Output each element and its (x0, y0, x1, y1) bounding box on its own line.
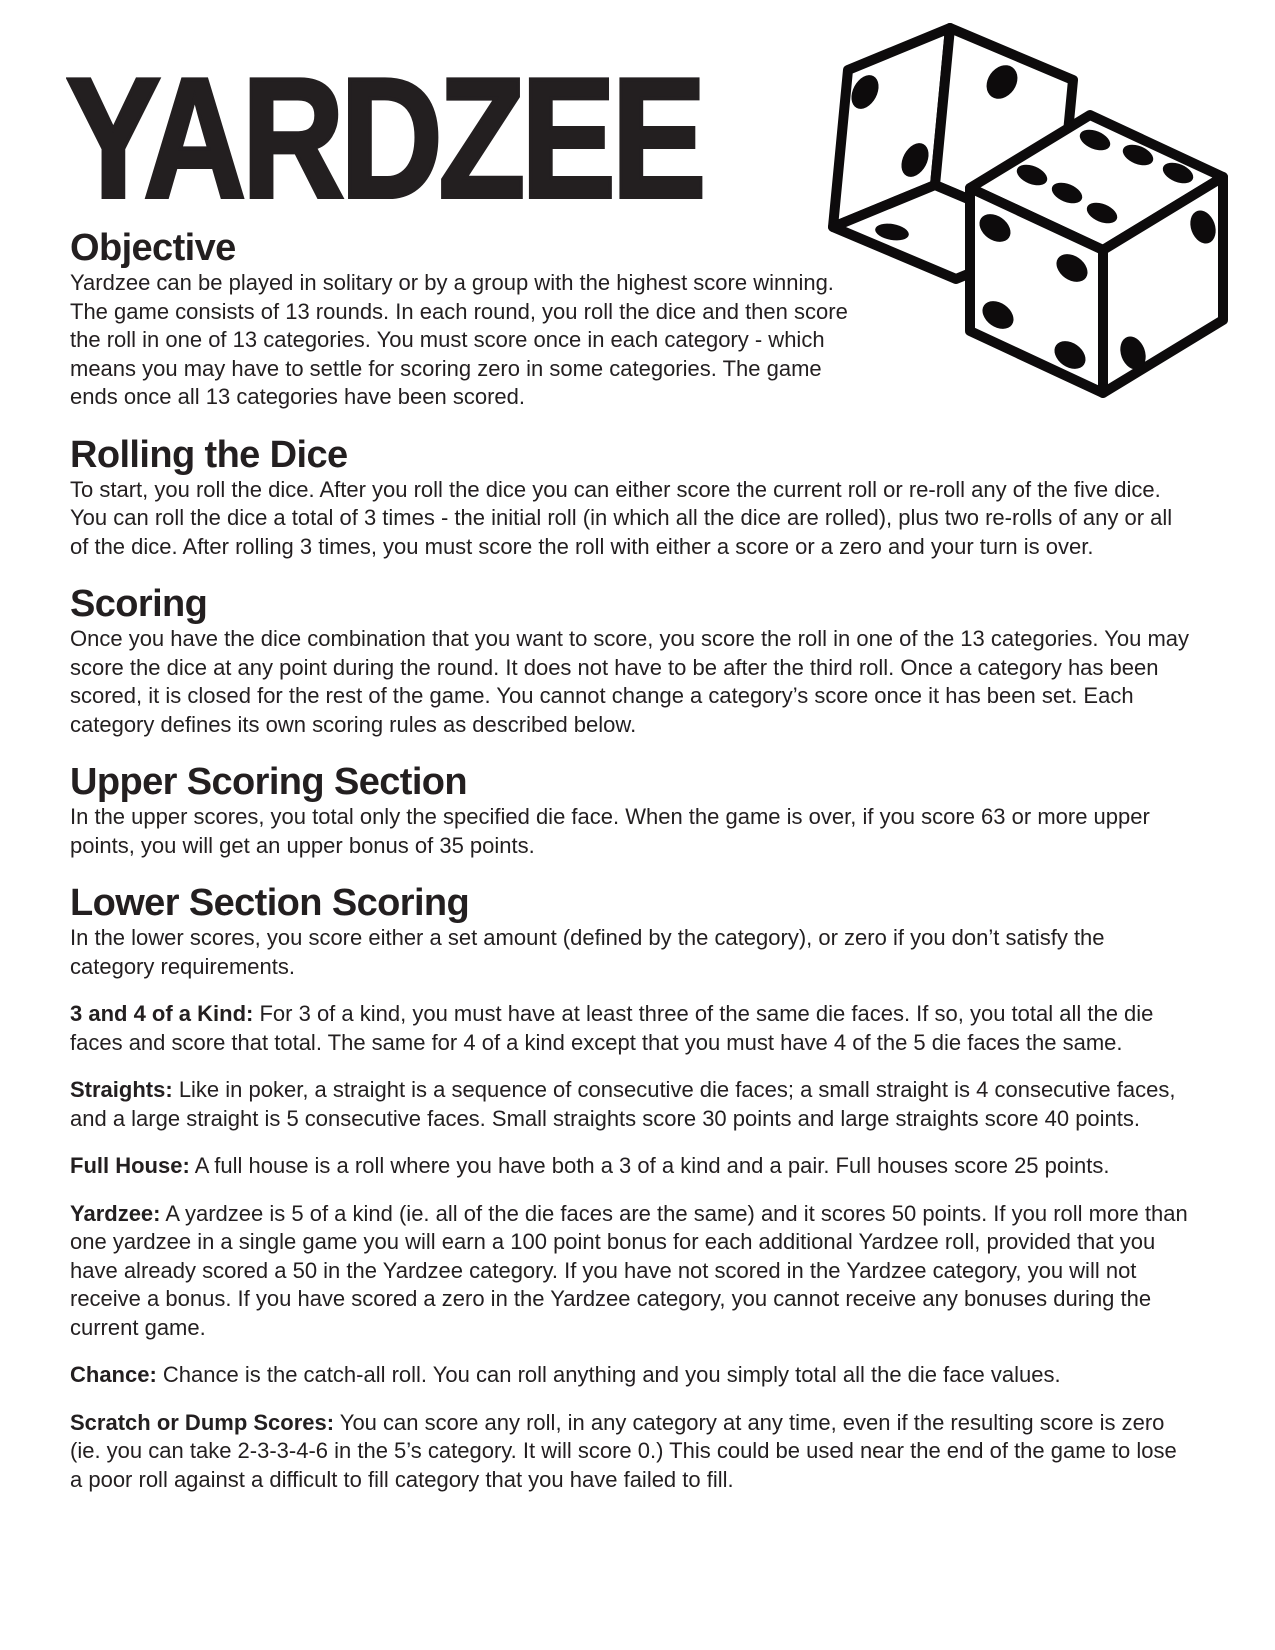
rule-term: Yardzee: (70, 1200, 161, 1226)
objective-text: Yardzee can be played in solitary or by a group with the highest score winning. The game consists of 13 rounds. In each round, you roll the dice and then score the roll in one of 13 categories. You must score once in each category - which means you may have to settle for scoring zero in some categories. The game ends once all 13 categories have been scored. (70, 270, 848, 409)
section-scoring (70, 583, 1195, 739)
rule-term: Straights: (70, 1077, 173, 1102)
document-title: YARDZEE (66, 43, 703, 234)
rule-text: For 3 of a kind, you must have at least three of the same die faces. If so, you total all the die faces and score that total. The same for 4 of a kind except that you must have 4 of the 5 die faces the same. (70, 1001, 1154, 1055)
rule-text: A yardzee is 5 of a kind (ie. all of the die faces are the same) and it scores 50 points. If you roll more than one yardzee in a single game you will earn a 100 point bonus for each additional Yardzee roll, provided that you have already scored a 50 in the Yardzee category. If you have not scored in the Yardzee category, you will not receive a bonus. If you have scored a zero in the Yardzee category, you cannot receive any bonuses during the current game. (70, 1200, 1188, 1340)
rule-term: 3 and 4 of a Kind: (70, 1001, 254, 1026)
rule-full-house (70, 1152, 1195, 1181)
rule-term: Scratch or Dump Scores: (70, 1409, 335, 1435)
section-objective (70, 227, 1195, 412)
section-heading-upper-scoring: Upper Scoring Section (70, 761, 468, 803)
rule-term: Chance: (70, 1362, 157, 1387)
section-heading-rolling-the-dice: Rolling the Dice (70, 433, 348, 476)
rules-document (70, 227, 1195, 1513)
rolling-the-dice-text: To start, you roll the dice. After you roll the dice you can either score the current roll or re-roll any of the five dice. You can roll the dice a total of 3 times - the initial roll (in which all the dice are rolled), plus two re-rolls of any or all of the dice. After rolling 3 times, you must score the roll with either a score or a zero and your turn is over. (70, 476, 1173, 559)
rule-chance (70, 1361, 1195, 1390)
upper-scoring-text: In the upper scores, you total only the specified die face. When the game is over, if you score 63 or more upper points, you will get an upper bonus of 35 points. (70, 804, 1150, 858)
rule-text: Like in poker, a straight is a sequence of consecutive die faces; a small straight is 4 consecutive faces, and a large straight is 5 consecutive faces. Small straights score 30 points and large straights score 40 points. (70, 1077, 1176, 1131)
rule-yardzee (70, 1200, 1195, 1343)
rule-straights (70, 1076, 1195, 1133)
rule-text: A full house is a roll where you have both a 3 of a kind and a pair. Full houses score 25 points. (194, 1153, 1110, 1178)
scoring-text: Once you have the dice combination that you want to score, you score the roll in one of the 13 categories. You may score the dice at any point during the round. It does not have to be after the third roll. Once a category has been scored, it is closed for the rest of the game. You cannot change a category’s score once it has been set. Each category defines its own scoring rules as described below. (70, 626, 1190, 737)
section-upper-scoring (70, 761, 1195, 860)
rule-text: You can score any roll, in any category at any time, even if the resulting score is zero (ie. you can take 2-3-3-4-6 in the 5’s category. It will score 0.) This could be used near the end of the game to lose a poor roll against a difficult to fill category that you have failed to fill. (70, 1409, 1177, 1492)
rule-term: Full House: (70, 1153, 190, 1178)
section-lower-scoring (70, 882, 1195, 1494)
rule-scratch-dump (70, 1409, 1195, 1495)
section-heading-scoring: Scoring (70, 583, 208, 625)
section-heading-objective: Objective (70, 227, 236, 269)
section-heading-lower-scoring: Lower Section Scoring (70, 882, 470, 924)
section-rolling-the-dice (70, 434, 1195, 562)
rule-text: Chance is the catch-all roll. You can roll anything and you simply total all the die face values. (162, 1362, 1061, 1387)
lower-scoring-intro: In the lower scores, you score either a set amount (defined by the category), or zero if you don’t satisfy the category requirements. (70, 925, 1105, 979)
rule-three-four-kind (70, 1000, 1195, 1057)
